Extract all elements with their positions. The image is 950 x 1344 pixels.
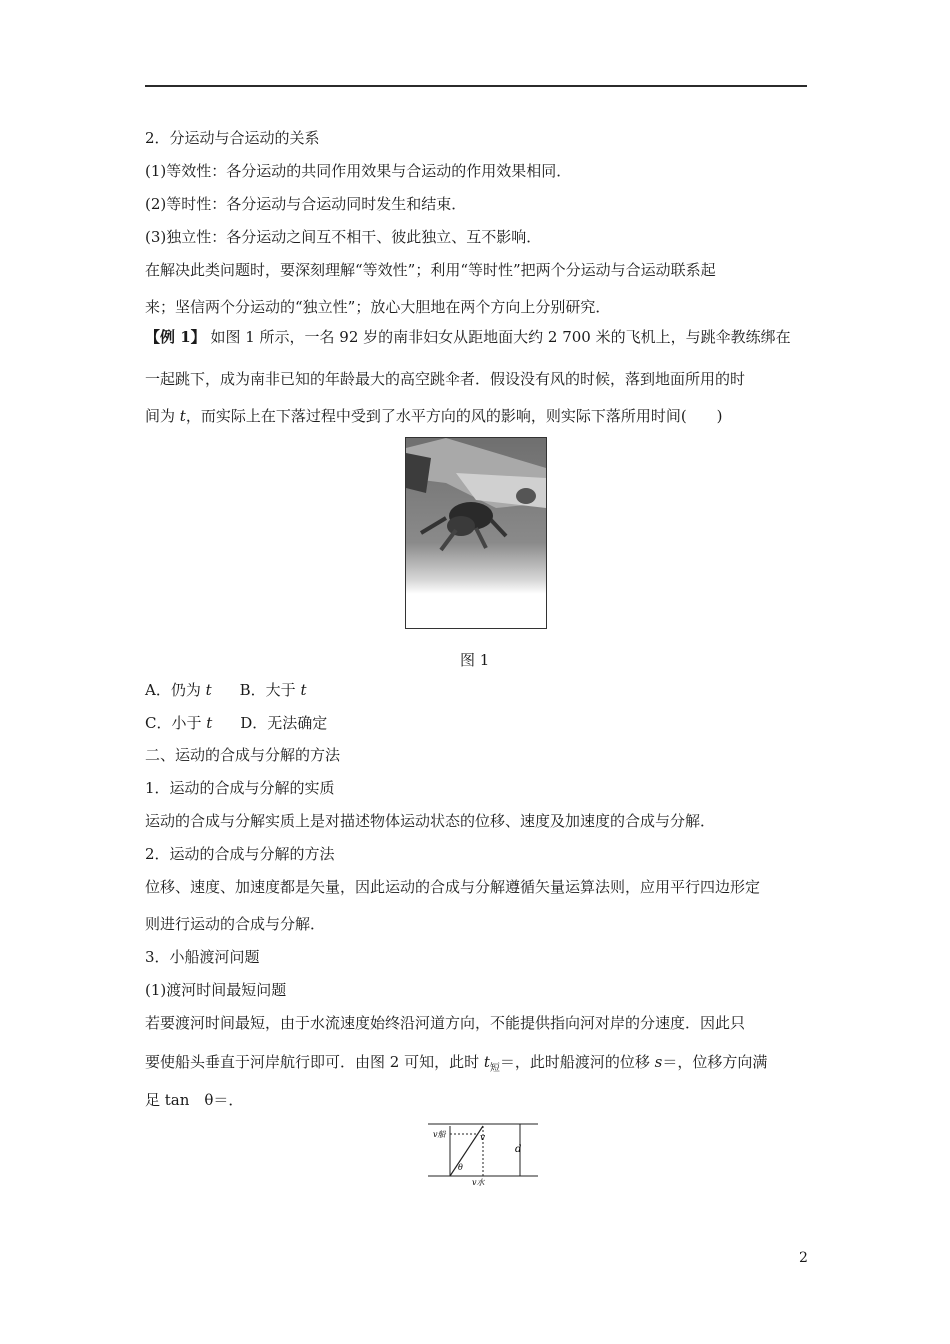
heading-methods: 二、运动的合成与分解的方法 bbox=[145, 746, 341, 764]
river-text-2b: ＝，此时船渡河的位移 bbox=[499, 1053, 655, 1071]
header-rule bbox=[145, 85, 807, 87]
example-line-2: 一起跳下，成为南非已知的年龄最大的高空跳伞者．假设没有风的时候，落到地面所用的时 bbox=[145, 370, 746, 388]
summary-line-1: 在解决此类问题时，要深刻理解“等效性”；利用“等时性”把两个分运动与合运动联系起 bbox=[145, 261, 716, 279]
example-line-3 bbox=[145, 406, 723, 426]
subheading-essence: 1．运动的合成与分解的实质 bbox=[145, 779, 335, 797]
method-body-1: 位移、速度、加速度都是矢量，因此运动的合成与分解遵循矢量运算法则，应用平行四边形定 bbox=[145, 878, 761, 896]
label-v-water: v水 bbox=[472, 1178, 485, 1186]
skydiving-photo-image bbox=[406, 438, 546, 628]
var-t: t bbox=[179, 407, 186, 425]
option-c-label: C．小于 bbox=[145, 714, 207, 732]
example-line-1 bbox=[145, 327, 791, 347]
property-simultaneity: (2)等时性：各分运动与合运动同时发生和结束． bbox=[145, 195, 467, 213]
option-b-var: t bbox=[300, 681, 307, 699]
essence-body: 运动的合成与分解实质上是对描述物体运动状态的位移、速度及加速度的合成与分解． bbox=[145, 812, 716, 830]
var-s: s bbox=[654, 1053, 663, 1071]
page-number: 2 bbox=[799, 1250, 808, 1266]
example-text-3b: ，而实际上在下落过程中受到了水平方向的风的影响，则实际下落所用时间( ) bbox=[185, 407, 723, 425]
subheading-method: 2．运动的合成与分解的方法 bbox=[145, 845, 335, 863]
property-independence: (3)独立性：各分运动之间互不相干、彼此独立、互不影响． bbox=[145, 228, 542, 246]
example-text-1: 如图 1 所示，一名 92 岁的南非妇女从距地面大约 2 700 米的飞机上，与跳伞教练绑在 bbox=[205, 328, 791, 346]
var-t-short: t bbox=[483, 1053, 490, 1071]
river-item-1: (1)渡河时间最短问题 bbox=[145, 981, 287, 999]
figure-1-caption: 图 1 bbox=[460, 651, 490, 669]
label-theta: θ bbox=[458, 1163, 463, 1172]
option-a-label: A．仍为 bbox=[145, 681, 206, 699]
options-row-2 bbox=[145, 713, 327, 733]
option-b-label: B．大于 bbox=[239, 681, 301, 699]
skydiving-photo bbox=[405, 437, 547, 629]
river-text-2c: ＝，位移方向满 bbox=[662, 1053, 768, 1071]
river-text-2a: 要使船头垂直于河岸航行即可．由图 2 可知，此时 bbox=[145, 1053, 484, 1071]
label-v-boat: v船 bbox=[433, 1130, 446, 1139]
river-line-1: 若要渡河时间最短，由于水流速度始终沿河道方向，不能提供指向河对岸的分速度．因此只 bbox=[145, 1014, 746, 1032]
subscript-short: 短 bbox=[489, 1063, 500, 1074]
method-body-2: 则进行运动的合成与分解． bbox=[145, 915, 326, 933]
label-d: d bbox=[515, 1144, 522, 1155]
option-a bbox=[145, 681, 212, 699]
option-a-var: t bbox=[205, 681, 212, 699]
section-title: 2．分运动与合运动的关系 bbox=[145, 129, 320, 147]
options-row-1 bbox=[145, 680, 306, 700]
option-c-var: t bbox=[206, 714, 213, 732]
figure-2-river-diagram bbox=[428, 1120, 538, 1186]
property-equivalence: (1)等效性：各分运动的共同作用效果与合运动的作用效果相同． bbox=[145, 162, 572, 180]
river-line-2 bbox=[145, 1052, 767, 1079]
option-c bbox=[145, 714, 212, 732]
summary-line-2: 来；坚信两个分运动的“独立性”；放心大胆地在两个方向上分别研究． bbox=[145, 298, 611, 316]
label-v: v bbox=[480, 1133, 486, 1143]
example-text-3a: 间为 bbox=[145, 407, 180, 425]
river-line-3: 足 tan θ＝． bbox=[145, 1091, 244, 1109]
option-b bbox=[240, 681, 307, 699]
option-d: D．无法确定 bbox=[240, 714, 328, 732]
example-tag: 【例 1】 bbox=[145, 328, 206, 346]
subheading-river: 3．小船渡河问题 bbox=[145, 948, 260, 966]
